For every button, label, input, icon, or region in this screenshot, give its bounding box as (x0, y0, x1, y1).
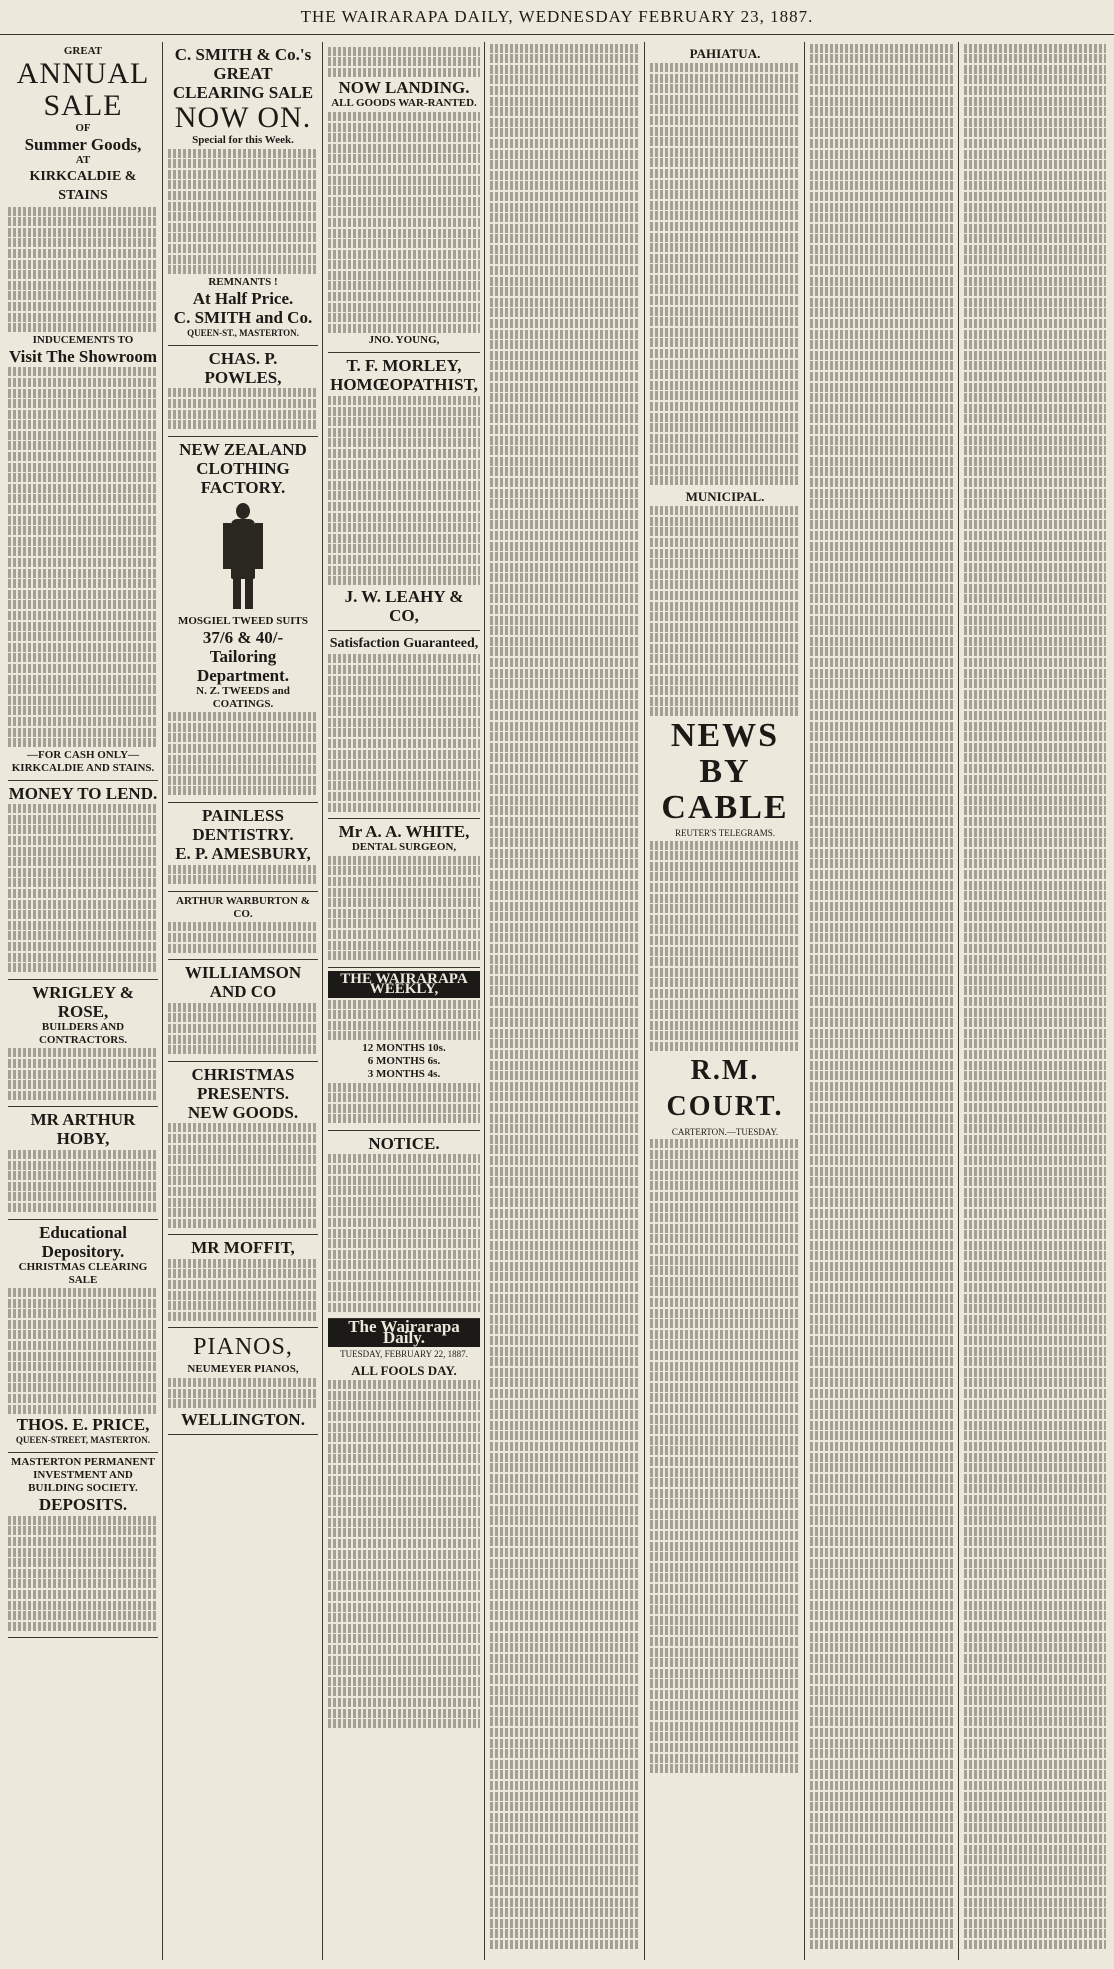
pahiatua-article: PAHIATUA. (650, 46, 800, 485)
editorial: The Wairarapa Daily. TUESDAY, FEBRUARY 22, 1887. ALL FOOLS DAY. (328, 1319, 480, 1728)
column-7 (964, 42, 1106, 1960)
columns (8, 42, 1106, 1960)
powles-ad: CHAS. P. POWLES, (168, 346, 318, 437)
money-ad: MONEY TO LEND. (8, 781, 158, 980)
wrigley-ad: WRIGLEY & ROSE, BUILDERS AND CONTRACTORS. (8, 980, 158, 1108)
column-2 (168, 42, 318, 1960)
column-6 (810, 42, 954, 1960)
column-1 (8, 42, 158, 1960)
column-5 (650, 42, 800, 1960)
warburton-ad: ARTHUR WARBURTON & CO. (168, 892, 318, 960)
kirkcaldie-ad: GREAT ANNUAL SALE OF Summer Goods, AT KIRKCALDIE & STAINS INDUCEMENTS TO Visit The Showroom —FOR CASH ONLY— KIRKCALDIE AND STAINS. (8, 42, 158, 781)
suit-illustration (213, 501, 273, 611)
municipal-article: MUNICIPAL. (650, 489, 800, 716)
clothing-factory-ad: NEW ZEALAND CLOTHING FACTORY. MOSGIEL TWEED SUITS 37/6 & 40/- Tailoring Department. N. Z. TWEEDS and COATINGS. (168, 437, 318, 803)
rm-court-article: R.M. COURT. CARTERTON.—TUESDAY. (650, 1053, 800, 1774)
dentistry-ad: PAINLESS DENTISTRY. E. P. AMESBURY, (168, 803, 318, 892)
cable-news: NEWS BY CABLE REUTER'S TELEGRAMS. (650, 718, 800, 1051)
white-ad: Mr A. A. WHITE, DENTAL SURGEON, (328, 819, 480, 968)
hoby-ad: MR ARTHUR HOBY, (8, 1107, 158, 1219)
boiled-oil-ad: NOW LANDING. ALL GOODS WAR-RANTED. JNO. YOUNG, (328, 42, 480, 353)
satisfaction-ad: Satisfaction Guaranteed, (328, 631, 480, 820)
morley-ad: T. F. MORLEY, HOMŒOPATHIST, J. W. LEAHY & CO, (328, 353, 480, 630)
building-society-ad: MASTERTON PERMANENT INVESTMENT AND BUILDING SOCIETY. DEPOSITS. (8, 1453, 158, 1638)
weekly-ad: THE WAIRARAPA WEEKLY, 12 MONTHS 10s. 6 MONTHS 6s. 3 MONTHS 4s. (328, 968, 480, 1131)
masthead: THE WAIRARAPA DAILY, WEDNESDAY FEBRUARY 23, 1887. (0, 0, 1114, 35)
pianos-ad: PIANOS, NEUMEYER PIANOS, WELLINGTON. (168, 1328, 318, 1434)
presents-ad: CHRISTMAS PRESENTS. NEW GOODS. (168, 1062, 318, 1236)
column-3 (328, 42, 480, 1960)
csmith-ad: C. SMITH & Co.'s GREAT CLEARING SALE NOW ON. Special for this Week. REMNANTS ! At Half Price. C. SMITH and Co. QUEEN-ST., MASTERTON. (168, 42, 318, 346)
moffit-ad: MR MOFFIT, (168, 1235, 318, 1328)
column-4 (490, 42, 640, 1960)
williamson-ad: WILLIAMSON AND CO (168, 960, 318, 1062)
educational-ad: Educational Depository. CHRISTMAS CLEARING SALE THOS. E. PRICE, QUEEN-STREET, MASTERTON. (8, 1220, 158, 1454)
notice-ad: NOTICE. (328, 1131, 480, 1320)
